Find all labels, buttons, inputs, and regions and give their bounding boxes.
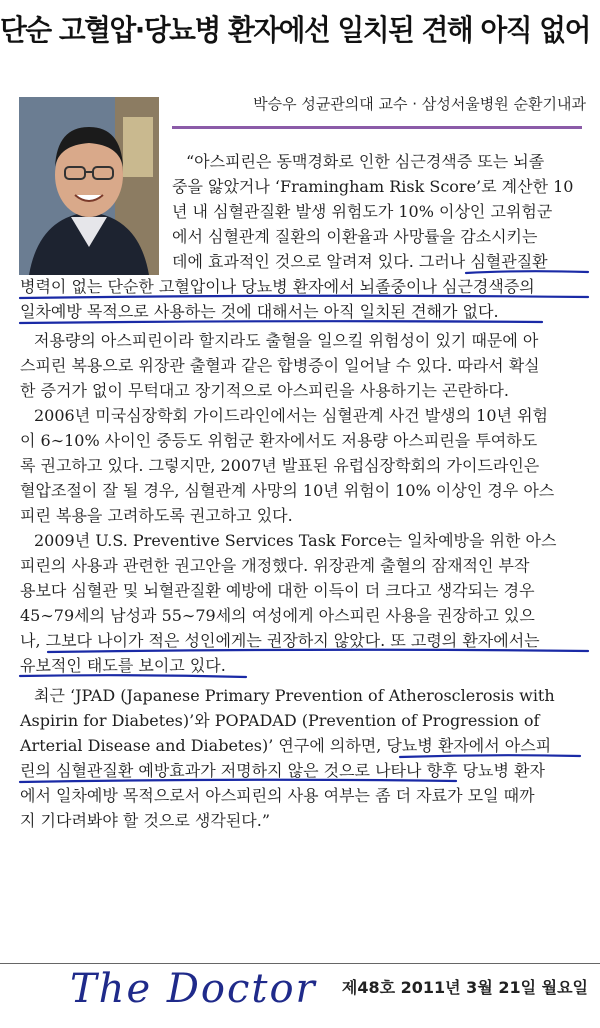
body-line: 에서 심혈관계 질환의 이환율과 사망률을 감소시키는	[172, 227, 538, 246]
author-photo	[19, 97, 159, 275]
body-line: 병력이 없는 단순한 고혈압이나 당뇨병 환자에서 뇌졸중이나 심근경색증의	[20, 277, 535, 296]
body-line: 년 내 심혈관질환 발생 위험도가 10% 이상인 고위험군	[172, 202, 553, 221]
body-line: 데에 효과적인 것으로 알려져 있다. 그러나 심혈관질환	[172, 252, 548, 271]
body-line: 록 권고하고 있다. 그렇지만, 2007년 발표된 유럽심장학회의 가이드라인은	[20, 456, 540, 475]
body-line: 일차예방 목적으로 사용하는 것에 대해서는 아직 일치된 견해가 없다.	[20, 302, 499, 321]
body-line: 나, 그보다 나이가 적은 성인에게는 권장하지 않았다. 또 고령의 환자에서는	[20, 631, 540, 650]
body-line: 최근 ‘JPAD (Japanese Primary Prevention of Atherosclerosis with	[34, 686, 555, 705]
author-byline: 박승우 성균관의대 교수 · 삼성서울병원 순환기내과	[253, 95, 586, 113]
body-line: Aspirin for Diabetes)’와 POPADAD (Prevention of Progression of	[20, 711, 540, 730]
body-line: 피린의 사용과 관련한 권고안을 개정했다. 위장관계 출혈의 잠재적인 부작	[20, 556, 530, 575]
headline: 단순 고혈압·당뇨병 환자에선 일치된 견해 아직 없어	[0, 13, 590, 47]
body-line: 에서 일차예방 목적으로서 아스피린의 사용 여부는 좀 더 자료가 모일 때까	[20, 786, 535, 805]
byline-rule	[172, 126, 582, 129]
body-line: 저용량의 아스피린이라 할지라도 출혈을 일으킬 위험성이 있기 때문에 아	[34, 331, 539, 350]
body-line: 이 6∼10% 사이인 중등도 위험군 환자에서도 저용량 아스피린을 투여하도	[20, 431, 538, 450]
body-line: 한 증거가 없이 무턱대고 장기적으로 아스피린을 사용하기는 곤란하다.	[20, 381, 509, 400]
body-line: 유보적인 태도를 보이고 있다.	[20, 656, 226, 675]
body-line: 2006년 미국심장학회 가이드라인에서는 심혈관계 사건 발생의 10년 위험	[34, 406, 548, 425]
body-line: 혈압조절이 잘 될 경우, 심혈관계 사망의 10년 위험이 10% 이상인 경우 아스	[20, 481, 555, 500]
issue-date: 제48호 2011년 3월 21일 월요일	[341, 978, 588, 997]
body-line: 중을 앓았거나 ‘Framingham Risk Score’로 계산한 10	[172, 177, 574, 196]
body-line: 지 기다려봐야 할 것으로 생각된다.”	[20, 811, 270, 830]
body-line: 용보다 심혈관 및 뇌혈관질환 예방에 대한 이득이 더 크다고 생각되는 경우	[20, 581, 535, 600]
handwritten-signature: The Doctor	[70, 966, 317, 1012]
body-line: 45∼79세의 남성과 55∼79세의 여성에게 아스피린 사용을 권장하고 있으	[20, 606, 535, 625]
body-line: 린의 심혈관질환 예방효과가 저명하지 않은 것으로 나타나 향후 당뇨병 환자	[20, 761, 545, 780]
body-line: Arterial Disease and Diabetes)’ 연구에 의하면, 당뇨병 환자에서 아스피	[20, 736, 552, 755]
body-line: “아스피린은 동맥경화로 인한 심근경색증 또는 뇌졸	[186, 152, 545, 171]
body-line: 2009년 U.S. Preventive Services Task Force는 일차예방을 위한 아스	[34, 531, 557, 550]
body-line: 스피린 복용으로 위장관 출혈과 같은 합병증이 일어날 수 있다. 따라서 확실	[20, 356, 540, 375]
body-line: 피린 복용을 고려하도록 권고하고 있다.	[20, 506, 293, 525]
footer-rule	[0, 963, 600, 964]
